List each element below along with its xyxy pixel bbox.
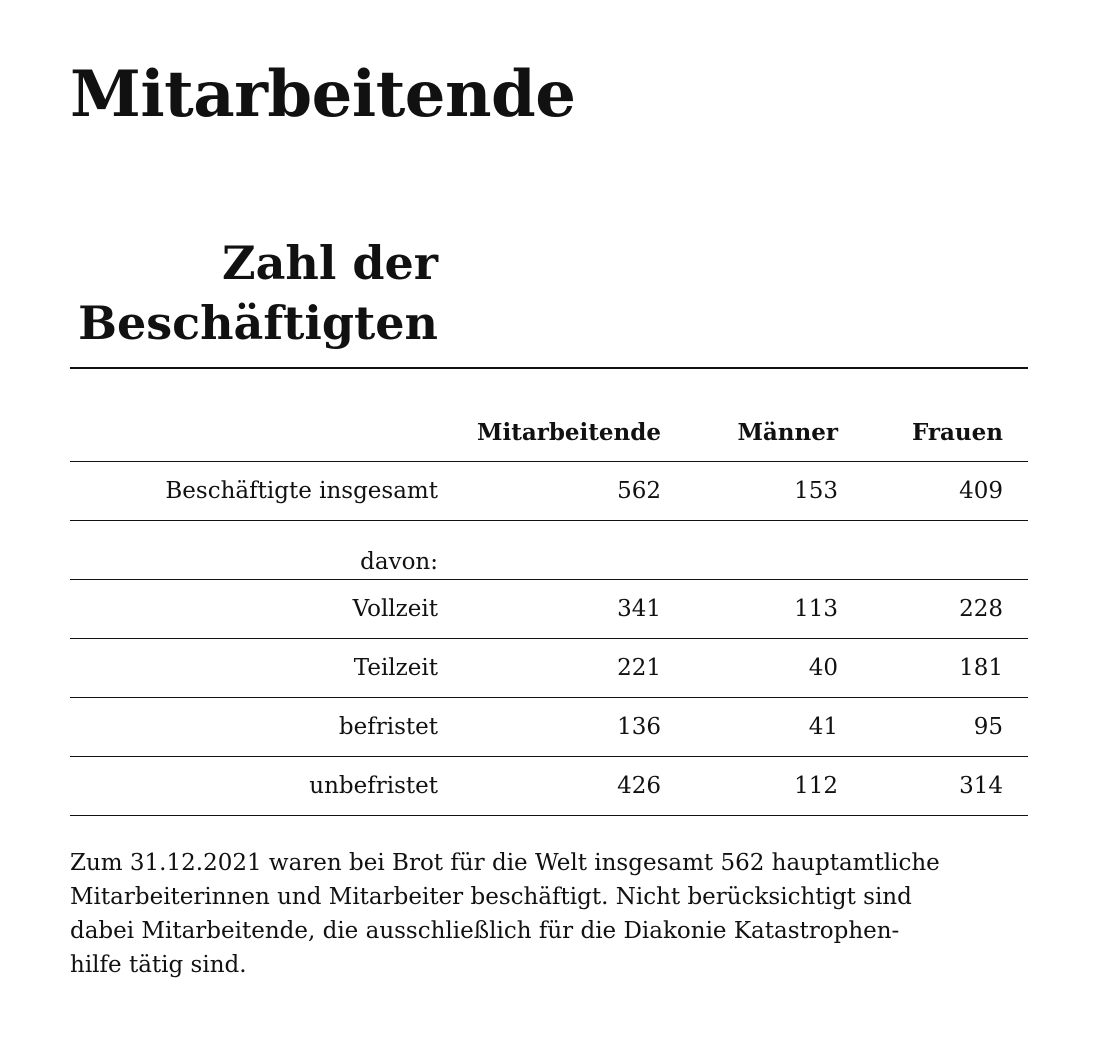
section-title xyxy=(70,233,438,353)
header-frauen: Frauen xyxy=(911,419,1003,446)
footnote-line: Zum 31.12.2021 waren bei Brot für die Welt insgesamt 562 hauptamtliche xyxy=(70,850,940,876)
section-title-line-1: Zahl der xyxy=(222,236,438,290)
header-maenner: Männer xyxy=(737,419,838,446)
row-label: unbefristet xyxy=(309,773,438,799)
cell-mitarbeitende: 136 xyxy=(617,714,661,740)
cell-frauen: 314 xyxy=(959,773,1003,799)
cell-maenner: 113 xyxy=(794,596,838,622)
row-label: davon: xyxy=(360,549,438,575)
table-row xyxy=(70,521,1028,580)
cell-maenner: 112 xyxy=(794,773,838,799)
cell-frauen: 228 xyxy=(959,596,1003,622)
footnote xyxy=(70,846,1040,982)
cell-frauen: 181 xyxy=(959,655,1003,681)
footnote-line: hilfe tätig sind. xyxy=(70,952,247,978)
row-label: Beschäftigte insgesamt xyxy=(165,478,438,504)
cell-maenner: 40 xyxy=(808,655,838,681)
footnote-line: Mitarbeiterinnen und Mitarbeiter beschäftigt. Nicht berücksichtigt sind xyxy=(70,884,912,910)
row-label: Teilzeit xyxy=(353,655,438,681)
cell-frauen: 95 xyxy=(973,714,1003,740)
footnote-line: dabei Mitarbeitende, die ausschließlich für die Diakonie Katastrophen- xyxy=(70,918,900,944)
cell-maenner: 41 xyxy=(808,714,838,740)
section-divider xyxy=(70,367,1028,369)
table-row xyxy=(70,757,1028,816)
employee-table xyxy=(70,405,1028,816)
table-row xyxy=(70,580,1028,639)
cell-mitarbeitende: 221 xyxy=(617,655,661,681)
cell-maenner: 153 xyxy=(794,478,838,504)
table-row xyxy=(70,639,1028,698)
section-title-line-2: Beschäftigten xyxy=(78,296,438,350)
cell-frauen: 409 xyxy=(959,478,1003,504)
page-title: Mitarbeitende xyxy=(70,57,576,132)
cell-mitarbeitende: 426 xyxy=(617,773,661,799)
cell-mitarbeitende: 562 xyxy=(617,478,661,504)
table-row xyxy=(70,462,1028,521)
table-header-row xyxy=(70,405,1028,462)
row-label: befristet xyxy=(338,714,438,740)
row-label: Vollzeit xyxy=(352,596,438,622)
header-mitarbeitende: Mitarbeitende xyxy=(477,419,661,446)
cell-mitarbeitende: 341 xyxy=(617,596,661,622)
table-row xyxy=(70,698,1028,757)
